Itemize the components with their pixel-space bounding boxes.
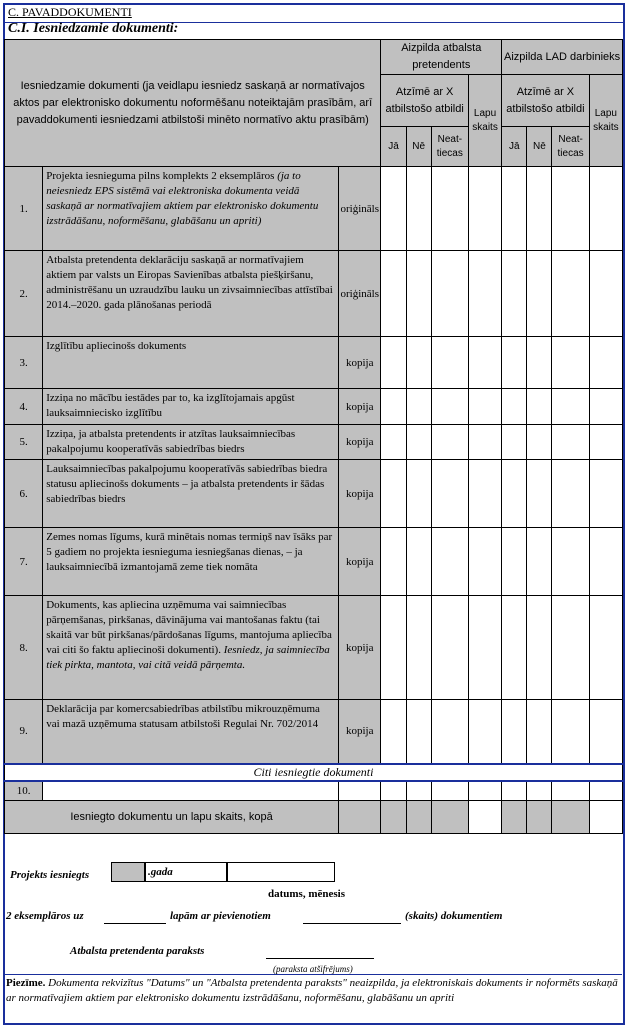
document-description [43,337,339,389]
yes-cell[interactable] [502,596,527,700]
document-row [5,596,623,700]
document-text: Izziņa no mācību iestādes par to, ka izglītojamais apgūst lauksaimniecisko izglītību [46,392,295,419]
no-cell[interactable] [406,460,431,528]
na-cell[interactable] [431,251,468,337]
row-number: 8. [5,596,43,700]
signature-hint: (paraksta atšifrējums) [273,964,353,974]
header-na: Neat-tiecas [431,127,468,167]
pages-cell[interactable] [468,337,501,389]
header-pages: Lapu skaits [468,75,501,167]
row-number: 3. [5,337,43,389]
no-cell [406,801,431,834]
no-cell[interactable] [406,425,431,460]
document-text: Projekta iesnieguma pilns komplekts 2 eksemplāros [46,170,278,182]
pages-cell[interactable] [589,251,622,337]
header-documents: Iesniedzamie dokumenti (ja veidlapu iesniedz saskaņā ar normatīvajos aktos par elektronisko dokumentu noformēšanu noteiktajām prasībām, arī pavaddokumenti iesniedzami atbilstoši minēto normatīvo aktu prasībām) [5,40,381,167]
submitted-label: Projekts iesniegts [10,869,90,881]
no-cell[interactable] [406,700,431,764]
na-cell[interactable] [552,781,589,801]
pages-cell[interactable] [468,167,501,251]
header-pages: Lapu skaits [589,75,622,167]
no-cell[interactable] [527,460,552,528]
yes-cell[interactable] [381,528,406,596]
document-text: Zemes nomas līgums, kurā minētais nomas termiņš nav īsāks par 5 gadiem no projekta iesnieguma iesniegšanas dienas, – ja lauksaimniecībā izmantojamā zeme tiek nomāta [46,531,333,573]
document-text: Dokuments, kas apliecina uzņēmuma vai saimniecības pārņemšanas, pirkšanas, dāvinājuma vai mantošanas faktu (tai skaitā var būt pirkšanas/pārdošanas līgums, mantojuma apliecība vai citi šo faktu apliecinoši dokumenti). [46,599,332,656]
document-type: kopija [339,389,381,425]
document-row [5,167,623,251]
document-type: kopija [339,337,381,389]
header-na: Neat-tiecas [552,127,589,167]
yes-cell[interactable] [502,337,527,389]
document-description [43,596,339,700]
yes-cell[interactable] [502,425,527,460]
document-description [43,389,339,425]
note-text: Dokumenta rekvizītus "Datums" un "Atbalsta pretendenta paraksts" neaizpilda, ja elektroniskais dokuments ir noformēts saskaņā ar normatīvajiem aktiem par elektronisko dokumentu izstrādāšanu, noformēšanu, glabāšanu un apriti [6,977,618,1004]
pages-count-line[interactable] [104,923,166,924]
no-cell[interactable] [406,337,431,389]
pages-total-cell[interactable] [589,801,622,834]
pages-cell[interactable] [589,337,622,389]
no-cell[interactable] [406,389,431,425]
yes-cell[interactable] [502,167,527,251]
document-description [43,251,339,337]
document-rows [5,167,623,764]
na-cell[interactable] [431,389,468,425]
total-label: Iesniegto dokumentu un lapu skaits, kopā [5,801,339,834]
document-description [43,460,339,528]
document-row [5,251,623,337]
submission-block [4,846,623,1023]
documents-table [4,39,623,834]
yes-cell[interactable] [502,528,527,596]
na-cell [552,801,589,834]
document-type: oriģināls [339,251,381,337]
no-cell[interactable] [406,596,431,700]
no-cell[interactable] [527,596,552,700]
header-applicant: Aizpilda atbalsta pretendents [381,40,502,75]
signature-label: Atbalsta pretendenta paraksts [70,945,205,957]
document-type: kopija [339,700,381,764]
type-cell [339,801,381,834]
document-text: Izziņa, ja atbalsta pretendents ir atzītas lauksaimniecības pakalpojumu kooperatīvās sabiedrības biedrs [46,428,296,455]
row-number: 4. [5,389,43,425]
other-document-field[interactable] [43,781,339,801]
document-description [43,528,339,596]
document-type: kopija [339,460,381,528]
na-cell[interactable] [431,700,468,764]
other-documents-title: Citi iesniegtie dokumenti [5,764,623,781]
yes-cell[interactable] [502,251,527,337]
pages-total-cell[interactable] [468,801,501,834]
no-cell[interactable] [527,700,552,764]
row-number: 1. [5,167,43,251]
pages-cell[interactable] [468,460,501,528]
document-text: Lauksaimniecības pakalpojumu kooperatīvās sabiedrības biedra statusu apliecinošs dokuments – ja atbalsta pretendents ir šādas sabiedrības biedrs [46,463,328,505]
document-type: kopija [339,528,381,596]
pages-cell[interactable] [589,389,622,425]
document-note: (ja to neiesniedz EPS sistēmā vai elektroniska dokumenta veidā saskaņā ar normatīvajiem aktiem par elektronisko dokumentu izstrādāšanu, noformēšanu, glabāšanu un apriti) [46,170,319,227]
yes-cell[interactable] [502,389,527,425]
document-description [43,167,339,251]
document-text: Atbalsta pretendenta deklarāciju saskaņā ar normatīvajiem aktiem par valsts un Eiropas Savienības atbalsta piešķiršanu, administrēšanu un uzraudzību lauku un zivsaimniecības attīstībai 2014.–2020. gada plānošanas periodā [46,254,333,311]
pages-cell[interactable] [468,251,501,337]
no-cell[interactable] [406,781,431,801]
na-cell[interactable] [431,460,468,528]
document-type: kopija [339,596,381,700]
document-row [5,700,623,764]
no-cell[interactable] [527,781,552,801]
na-cell[interactable] [552,596,589,700]
yes-cell[interactable] [381,781,406,801]
pages-cell[interactable] [468,700,501,764]
row-number: 10. [5,781,43,801]
yes-cell[interactable] [381,596,406,700]
section-header [4,4,623,38]
yes-cell[interactable] [381,251,406,337]
year-suffix-box [145,862,227,882]
pages-cell[interactable] [589,700,622,764]
document-type: oriģināls [339,167,381,251]
documents-label: (skaits) dokumentiem [405,910,503,922]
header-yes: Jā [381,127,406,167]
yes-cell[interactable] [381,389,406,425]
no-cell[interactable] [406,251,431,337]
yes-cell[interactable] [381,460,406,528]
year-box[interactable] [111,862,145,882]
copies-label: 2 eksemplāros uz [6,910,84,922]
yes-cell[interactable] [502,781,527,801]
pages-cell[interactable] [589,528,622,596]
no-cell[interactable] [406,528,431,596]
document-description [43,700,339,764]
no-cell[interactable] [406,167,431,251]
header-mark-x: Atzīmē ar X atbilstošo atbildi [502,75,590,127]
no-cell[interactable] [527,528,552,596]
pages-cell[interactable] [468,596,501,700]
no-cell [527,801,552,834]
no-cell[interactable] [527,251,552,337]
no-cell[interactable] [527,167,552,251]
row-number: 9. [5,700,43,764]
na-cell[interactable] [431,425,468,460]
header-no: Nē [406,127,431,167]
document-row [5,337,623,389]
header-mark-x: Atzīmē ar X atbilstošo atbildi [381,75,469,127]
na-cell[interactable] [431,781,468,801]
na-cell [431,801,468,834]
note [6,976,618,1006]
na-cell[interactable] [552,460,589,528]
na-cell[interactable] [552,425,589,460]
row-number: 6. [5,460,43,528]
document-note: Iesniedz, ja saimniecība tiek pirkta, mantota, vai citā veidā pārņemta. [46,644,330,671]
signature-line[interactable] [266,958,374,959]
document-row [5,528,623,596]
na-cell[interactable] [431,596,468,700]
na-cell[interactable] [552,337,589,389]
document-row [5,389,623,425]
na-cell[interactable] [431,528,468,596]
document-description [43,425,339,460]
document-text: Deklarācija par komercsabiedrības atbilstību mikrouzņēmuma vai mazā uzņēmuma statusam atbilstoši Regulai Nr. 702/2014 [46,703,320,730]
document-type: kopija [339,425,381,460]
na-cell[interactable] [552,700,589,764]
na-cell[interactable] [431,167,468,251]
yes-cell[interactable] [381,700,406,764]
document-row [5,460,623,528]
yes-cell[interactable] [381,167,406,251]
na-cell[interactable] [552,251,589,337]
na-cell[interactable] [552,389,589,425]
header-no: Nē [527,127,552,167]
document-row [5,425,623,460]
na-cell[interactable] [552,167,589,251]
pages-cell[interactable] [468,389,501,425]
header-yes: Jā [502,127,527,167]
yes-cell [381,801,406,834]
pages-cell[interactable] [589,781,622,801]
row-number: 2. [5,251,43,337]
pages-cell[interactable] [468,781,501,801]
yes-cell[interactable] [381,425,406,460]
date-month-label: datums, mēnesis [268,888,346,900]
date-box[interactable] [227,862,335,882]
documents-count-line[interactable] [303,923,401,924]
year-suffix: .gada [148,866,173,878]
note-label: Piezīme. [6,977,46,989]
section-title: C. PAVADDOKUMENTI [8,5,132,19]
pages-cell[interactable] [468,528,501,596]
pages-cell[interactable] [589,596,622,700]
pages-cell[interactable] [589,167,622,251]
yes-cell[interactable] [502,700,527,764]
no-cell[interactable] [527,425,552,460]
yes-cell [502,801,527,834]
header-lad: Aizpilda LAD darbinieks [502,40,623,75]
na-cell[interactable] [431,337,468,389]
document-text: Izglītību apliecinošs dokuments [46,340,187,352]
row-number: 5. [5,425,43,460]
yes-cell[interactable] [381,337,406,389]
type-cell [339,781,381,801]
pages-cell[interactable] [589,425,622,460]
no-cell[interactable] [527,389,552,425]
pages-cell[interactable] [468,425,501,460]
pages-cell[interactable] [589,460,622,528]
yes-cell[interactable] [502,460,527,528]
pages-label: lapām ar pievienotiem [170,910,271,922]
na-cell[interactable] [552,528,589,596]
no-cell[interactable] [527,337,552,389]
divider [3,974,622,975]
section-subtitle: C.I. Iesniedzamie dokumenti: [8,21,179,36]
row-number: 7. [5,528,43,596]
